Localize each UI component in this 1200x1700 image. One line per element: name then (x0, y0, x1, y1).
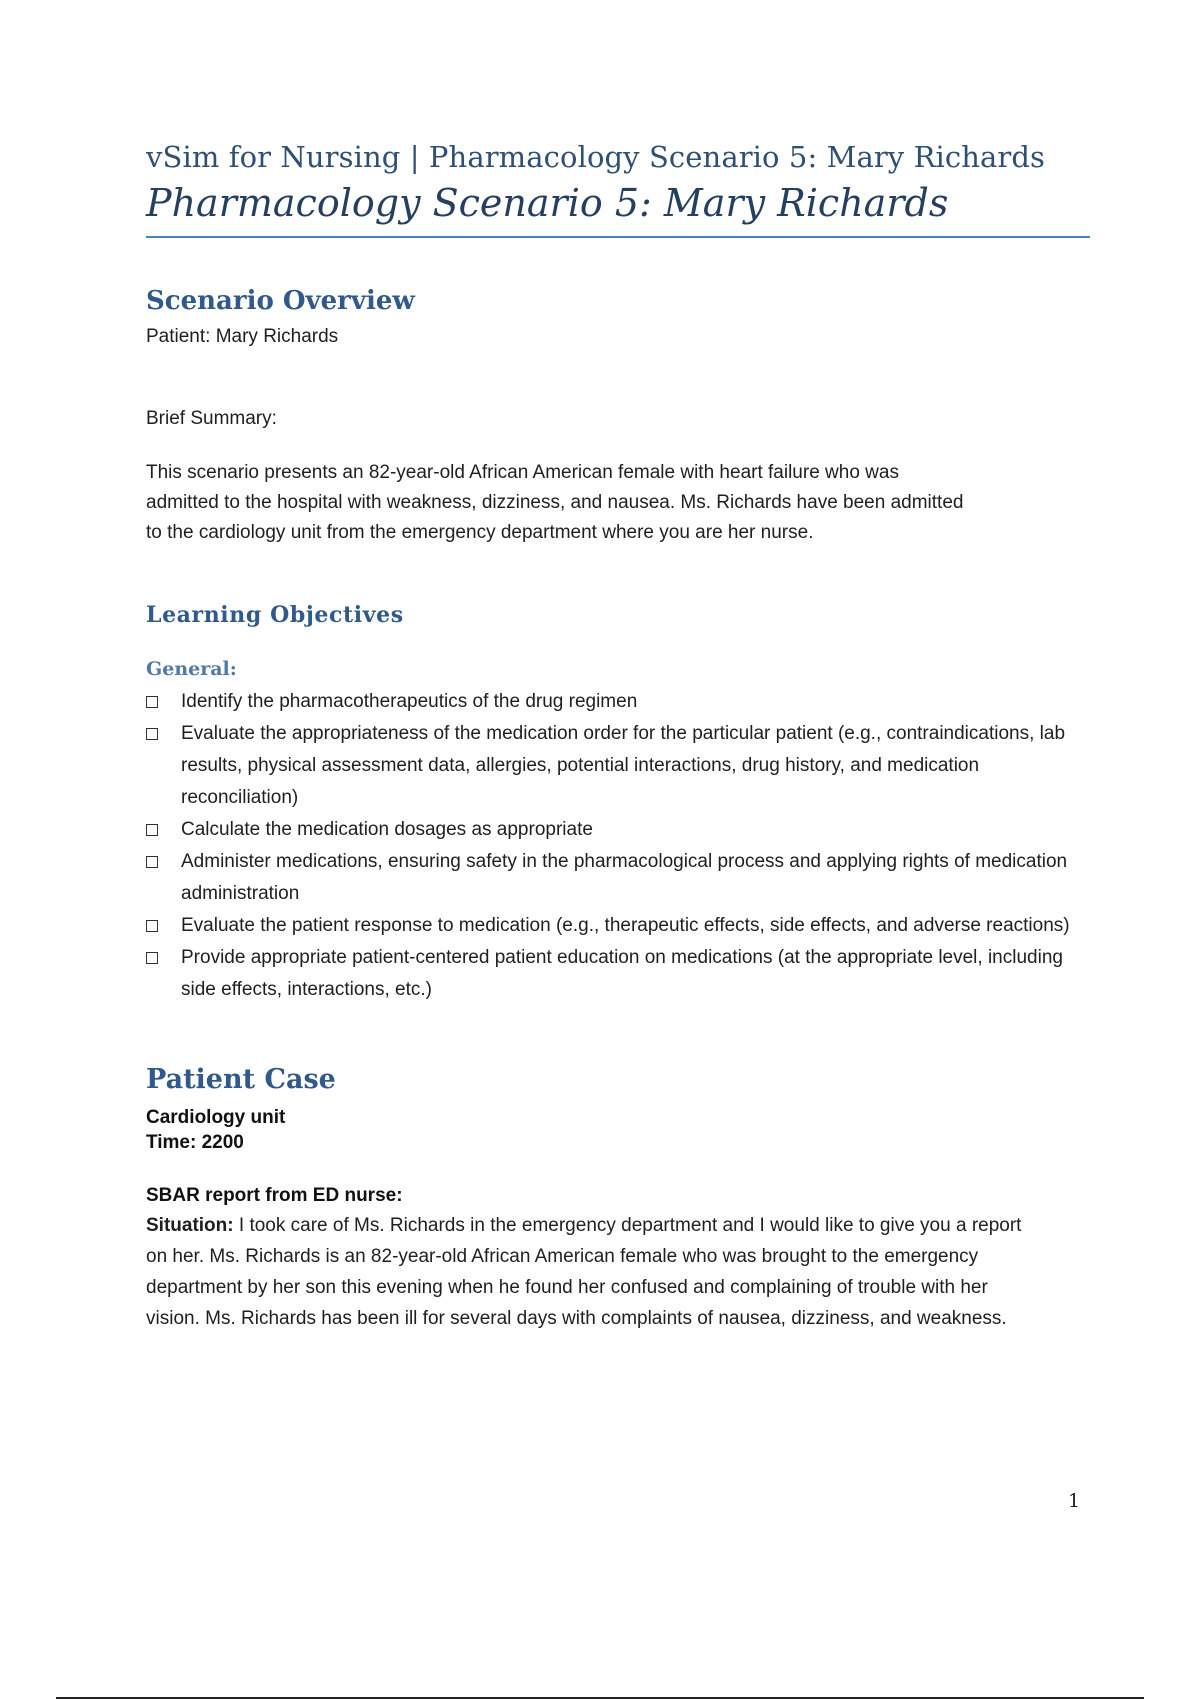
list-item (146, 846, 1090, 910)
checkbox-icon (146, 728, 158, 740)
summary-line: to the cardiology unit from the emergency department where you are her nurse. (146, 522, 814, 544)
list-item (146, 718, 1090, 814)
page-number: 1 (1068, 1490, 1081, 1512)
heading-scenario-overview: Scenario Overview (146, 286, 415, 317)
bottom-divider (56, 1697, 1144, 1699)
objectives-list (146, 686, 1090, 1006)
checkbox-icon (146, 824, 158, 836)
brief-summary-label: Brief Summary: (146, 408, 277, 430)
checkbox-icon (146, 952, 158, 964)
heading-patient-case: Patient Case (146, 1064, 336, 1096)
objective-text: Identify the pharmacotherapeutics of the drug regimen (181, 691, 638, 713)
situation-label: Situation: (146, 1215, 234, 1237)
document-page (146, 140, 1090, 1334)
list-item (146, 910, 1090, 942)
objective-text: Evaluate the appropriateness of the medication order for the particular patient (e.g., contraindications, lab results, physical assessment data, allergies, potential interactions, drug history, and medication reconciliation) (181, 723, 1066, 809)
document-title: Pharmacology Scenario 5: Mary Richards (146, 181, 1090, 239)
sbar-label: SBAR report from ED nurse: (146, 1185, 403, 1207)
situation-text: I took care of Ms. Richards in the emergency department and I would like to give you a report on her. Ms. Richards is an 82-year-old African American female who was brought to the emergency department by her son this evening when he found her confused and complaining of trouble with her vision. Ms. Richards has been ill for several days with complaints of nausea, dizziness, and weakness. (146, 1215, 1022, 1330)
objective-text: Evaluate the patient response to medication (e.g., therapeutic effects, side effects, and adverse reactions) (181, 915, 1070, 937)
checkbox-icon (146, 856, 158, 868)
summary-line: admitted to the hospital with weakness, dizziness, and nausea. Ms. Richards have been admitted (146, 492, 964, 514)
situation-paragraph (146, 1210, 1026, 1334)
objective-text: Administer medications, ensuring safety in the pharmacological process and applying rights of medication administration (181, 851, 1068, 905)
checkbox-icon (146, 920, 158, 932)
list-item (146, 942, 1090, 1006)
checkbox-icon (146, 696, 158, 708)
document-header: vSim for Nursing | Pharmacology Scenario 5: Mary Richards (146, 140, 1046, 174)
patient-name: Patient: Mary Richards (146, 326, 339, 348)
list-item (146, 686, 1090, 718)
objective-text: Calculate the medication dosages as appropriate (181, 819, 593, 841)
time-label: Time: 2200 (146, 1132, 244, 1154)
unit-label: Cardiology unit (146, 1107, 286, 1129)
objective-text: Provide appropriate patient-centered patient education on medications (at the appropriate level, including side effects, interactions, etc.) (181, 947, 1063, 1001)
heading-learning-objectives: Learning Objectives (146, 602, 404, 629)
brief-summary-text (146, 458, 1026, 548)
summary-line: This scenario presents an 82-year-old African American female with heart failure who was (146, 462, 899, 484)
subheading-general: General: (146, 658, 237, 681)
list-item (146, 814, 1090, 846)
